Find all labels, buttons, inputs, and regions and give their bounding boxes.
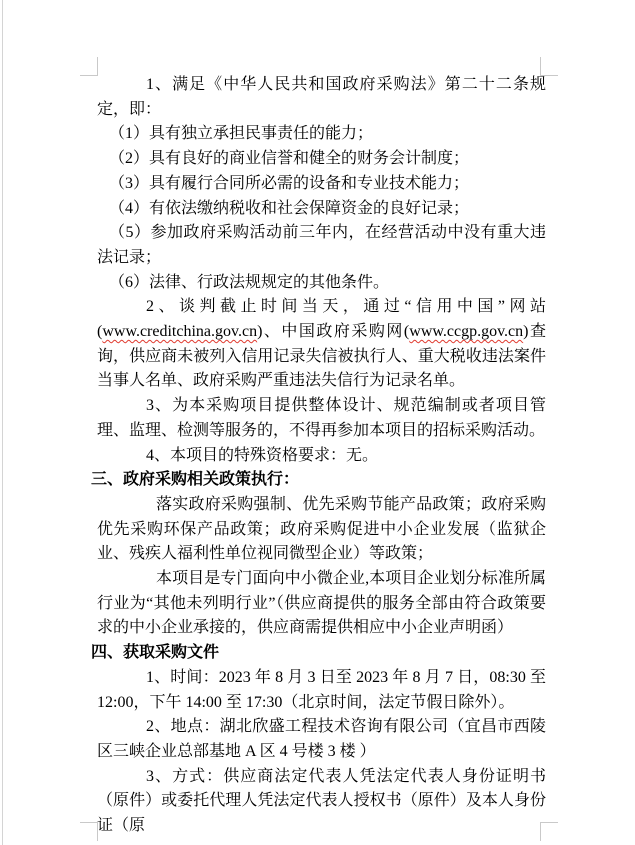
paragraph-sme-declaration[interactable]: 本项目是专门面向中小微企业,本项目企业划分标准所属行业为“其他未列明行业”（供应商提供的服务全部由符合政策要求的中小企业承接的，供应商需提供相应中小企业声明函） — [97, 570, 546, 637]
url-creditchina[interactable]: www.creditchina.gov.cn — [102, 323, 258, 341]
section-heading-policy[interactable]: 三、政府采购相关政策执行： — [91, 471, 300, 489]
paragraph-condition-3[interactable]: （3）具有履行合同所必需的设备和专业技术能力； — [109, 174, 470, 192]
paragraph-condition-6[interactable]: （6）法律、行政法规规定的其他条件。 — [109, 273, 390, 291]
credit-check-text-3: )查询，供应商未被列入信用记录失信被执行人、重大税收违法案件当事人名单、政府采购严重违法失信行为记录名单。 — [97, 323, 546, 390]
section-heading-obtain-documents[interactable]: 四、获取采购文件 — [91, 644, 220, 662]
paragraph-obtain-location[interactable]: 2、地点：湖北欣盛工程技术咨询有限公司（宜昌市西陵区三峡企业总部基地 A 区 4 号楼 3 楼 ） — [97, 718, 546, 760]
margin-crop-mark-bottom-left-icon — [80, 822, 98, 841]
paragraph-condition-5[interactable]: （5）参加政府采购活动前三年内，在经营活动中没有重大违法记录； — [97, 224, 546, 266]
url-ccgp[interactable]: www.ccgp.gov.cn — [409, 323, 524, 341]
paragraph-obtain-method[interactable]: 3、方式：供应商法定代表人凭法定代表人身份证明书（原件）或委托代理人凭法定代表人授权书（原件）及本人身份证（原 — [97, 767, 546, 835]
margin-crop-mark-top-left-icon — [80, 57, 98, 76]
paragraph-qualification-intro[interactable]: 1、满足《中华人民共和国政府采购法》第二十二条规定，即： — [97, 76, 546, 118]
paragraph-special-requirement[interactable]: 4、本项目的特殊资格要求：无。 — [146, 446, 379, 464]
paragraph-condition-2[interactable]: （2）具有良好的商业信誉和健全的财务会计制度； — [109, 150, 470, 168]
paragraph-condition-4[interactable]: （4）有依法缴纳税收和社会保障资金的良好记录； — [109, 199, 470, 217]
paragraph-credit-check[interactable] — [97, 295, 546, 394]
document-content — [91, 73, 546, 839]
credit-check-text-1: 2、谈判截止时间当天，通过“信用中国”网站( — [97, 298, 546, 341]
paragraph-policy-implementation[interactable]: 落实政府采购强制、优先采购节能产品政策；政府采购优先采购环保产品政策；政府采购促进中小企业发展（监狱企业、残疾人福利性单位视同微型企业）等政策； — [97, 495, 546, 563]
paragraph-obtain-time[interactable]: 1、时间：2023 年 8 月 3 日至 2023 年 8 月 7 日，08:30 至 12:00，下午 14:00 至 17:30（北京时间，法定节假日除外）。 — [97, 668, 546, 711]
paragraph-service-restriction[interactable]: 3、为本采购项目提供整体设计、规范编制或者项目管理、监理、检测等服务的，不得再参加本项目的招标采购活动。 — [97, 397, 546, 439]
paragraph-condition-1[interactable]: （1）具有独立承担民事责任的能力； — [109, 125, 374, 143]
page-left-edge — [2, 0, 3, 845]
credit-check-text-2: )、中国政府采购网( — [257, 323, 410, 341]
